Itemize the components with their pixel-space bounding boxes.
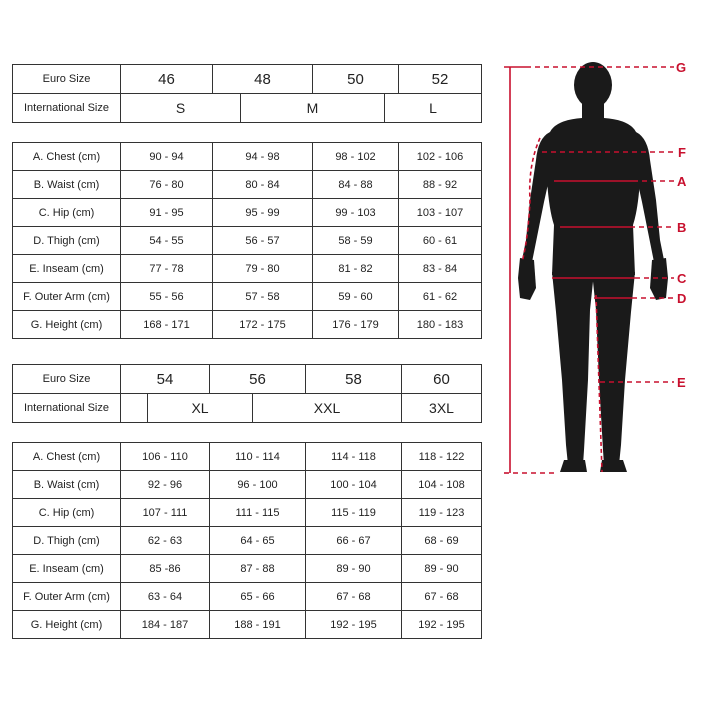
measurement-value: 95 - 99 xyxy=(213,199,313,227)
measurement-value: 81 - 82 xyxy=(313,255,399,283)
measurement-label: A. Chest (cm) xyxy=(13,143,121,171)
measurement-table-1 xyxy=(12,142,482,339)
measurement-row xyxy=(13,611,482,639)
label-b: B xyxy=(677,220,687,235)
intl-size-row xyxy=(13,94,482,123)
euro-size-cell: 46 xyxy=(121,65,213,94)
intl-size-row xyxy=(13,394,482,423)
measurement-value: 85 -86 xyxy=(121,555,210,583)
measurement-row xyxy=(13,555,482,583)
euro-size-cell: 56 xyxy=(210,365,306,394)
measurement-figure xyxy=(490,50,702,490)
measurement-value: 87 - 88 xyxy=(210,555,306,583)
measurement-value: 168 - 171 xyxy=(121,311,213,339)
intl-size-cell: M xyxy=(241,94,385,123)
measurement-label: B. Waist (cm) xyxy=(13,171,121,199)
label-c: C xyxy=(677,271,687,286)
size-header-table-1 xyxy=(12,64,482,94)
measurement-value: 67 - 68 xyxy=(402,583,482,611)
measurement-value: 106 - 110 xyxy=(121,443,210,471)
measurement-row xyxy=(13,171,482,199)
label-g: G xyxy=(676,60,687,75)
measurement-row xyxy=(13,471,482,499)
euro-size-cell: 50 xyxy=(313,65,399,94)
euro-size-cell: 52 xyxy=(399,65,482,94)
intl-size-label: International Size xyxy=(13,394,121,423)
measurement-value: 118 - 122 xyxy=(402,443,482,471)
measurement-value: 89 - 90 xyxy=(306,555,402,583)
empty-cell xyxy=(121,394,148,423)
euro-size-cell: 60 xyxy=(402,365,482,394)
measurement-label: E. Inseam (cm) xyxy=(13,255,121,283)
measurement-value: 91 - 95 xyxy=(121,199,213,227)
measurement-value: 56 - 57 xyxy=(213,227,313,255)
label-a: A xyxy=(677,174,687,189)
euro-size-cell: 58 xyxy=(306,365,402,394)
measurement-row xyxy=(13,499,482,527)
measurement-label: D. Thigh (cm) xyxy=(13,527,121,555)
measurement-value: 114 - 118 xyxy=(306,443,402,471)
measurement-value: 96 - 100 xyxy=(210,471,306,499)
measurement-value: 64 - 65 xyxy=(210,527,306,555)
measurement-value: 88 - 92 xyxy=(399,171,482,199)
measurement-value: 90 - 94 xyxy=(121,143,213,171)
measurement-row xyxy=(13,311,482,339)
measurement-row xyxy=(13,199,482,227)
intl-size-cell: L xyxy=(385,94,482,123)
euro-size-row xyxy=(13,65,482,94)
measurement-value: 110 - 114 xyxy=(210,443,306,471)
measurement-label: D. Thigh (cm) xyxy=(13,227,121,255)
euro-size-label: Euro Size xyxy=(13,365,121,394)
body-silhouette xyxy=(518,62,668,472)
euro-size-cell: 54 xyxy=(121,365,210,394)
measurement-value: 68 - 69 xyxy=(402,527,482,555)
label-d: D xyxy=(677,291,687,306)
measurement-value: 60 - 61 xyxy=(399,227,482,255)
measurement-value: 77 - 78 xyxy=(121,255,213,283)
measurement-label: G. Height (cm) xyxy=(13,311,121,339)
label-f: F xyxy=(678,145,686,160)
measurement-value: 61 - 62 xyxy=(399,283,482,311)
intl-size-table-2 xyxy=(12,393,482,423)
measurement-value: 55 - 56 xyxy=(121,283,213,311)
measurement-label: F. Outer Arm (cm) xyxy=(13,583,121,611)
measurement-row xyxy=(13,583,482,611)
intl-size-label: International Size xyxy=(13,94,121,123)
measurement-row xyxy=(13,527,482,555)
measurement-value: 94 - 98 xyxy=(213,143,313,171)
measurement-value: 180 - 183 xyxy=(399,311,482,339)
measurement-row xyxy=(13,227,482,255)
measurement-value: 192 - 195 xyxy=(402,611,482,639)
measurement-value: 62 - 63 xyxy=(121,527,210,555)
measurement-row xyxy=(13,283,482,311)
measurement-label: E. Inseam (cm) xyxy=(13,555,121,583)
measurement-label: B. Waist (cm) xyxy=(13,471,121,499)
measurement-value: 89 - 90 xyxy=(402,555,482,583)
measurement-value: 184 - 187 xyxy=(121,611,210,639)
euro-size-cell: 48 xyxy=(213,65,313,94)
intl-size-cell: XXL xyxy=(253,394,402,423)
measurement-value: 76 - 80 xyxy=(121,171,213,199)
measurement-row xyxy=(13,143,482,171)
size-header-table-2 xyxy=(12,364,482,394)
euro-size-label: Euro Size xyxy=(13,65,121,94)
measurement-value: 57 - 58 xyxy=(213,283,313,311)
measurement-label: G. Height (cm) xyxy=(13,611,121,639)
intl-size-cell: 3XL xyxy=(402,394,482,423)
measurement-value: 111 - 115 xyxy=(210,499,306,527)
measurement-value: 188 - 191 xyxy=(210,611,306,639)
measurement-value: 103 - 107 xyxy=(399,199,482,227)
measurement-value: 92 - 96 xyxy=(121,471,210,499)
body-diagram xyxy=(490,50,702,490)
measurement-value: 98 - 102 xyxy=(313,143,399,171)
measurement-table-2 xyxy=(12,442,482,639)
measurement-value: 67 - 68 xyxy=(306,583,402,611)
measurement-label: F. Outer Arm (cm) xyxy=(13,283,121,311)
measurement-value: 115 - 119 xyxy=(306,499,402,527)
measurement-value: 83 - 84 xyxy=(399,255,482,283)
measurement-value: 192 - 195 xyxy=(306,611,402,639)
measurement-row xyxy=(13,443,482,471)
measurement-value: 107 - 111 xyxy=(121,499,210,527)
measurement-value: 172 - 175 xyxy=(213,311,313,339)
measurement-value: 54 - 55 xyxy=(121,227,213,255)
measurement-row xyxy=(13,255,482,283)
measurement-value: 80 - 84 xyxy=(213,171,313,199)
measurement-label: A. Chest (cm) xyxy=(13,443,121,471)
measurement-value: 58 - 59 xyxy=(313,227,399,255)
measurement-value: 63 - 64 xyxy=(121,583,210,611)
measurement-label: C. Hip (cm) xyxy=(13,499,121,527)
measurement-value: 84 - 88 xyxy=(313,171,399,199)
measurement-value: 59 - 60 xyxy=(313,283,399,311)
measurement-value: 102 - 106 xyxy=(399,143,482,171)
measurement-value: 66 - 67 xyxy=(306,527,402,555)
measurement-label: C. Hip (cm) xyxy=(13,199,121,227)
measurement-value: 99 - 103 xyxy=(313,199,399,227)
intl-size-cell: S xyxy=(121,94,241,123)
measurement-value: 100 - 104 xyxy=(306,471,402,499)
euro-size-row xyxy=(13,365,482,394)
measurement-value: 119 - 123 xyxy=(402,499,482,527)
intl-size-table-1 xyxy=(12,93,482,123)
intl-size-cell: XL xyxy=(148,394,253,423)
measurement-value: 65 - 66 xyxy=(210,583,306,611)
label-e: E xyxy=(677,375,686,390)
measurement-value: 104 - 108 xyxy=(402,471,482,499)
measurement-value: 176 - 179 xyxy=(313,311,399,339)
measurement-value: 79 - 80 xyxy=(213,255,313,283)
